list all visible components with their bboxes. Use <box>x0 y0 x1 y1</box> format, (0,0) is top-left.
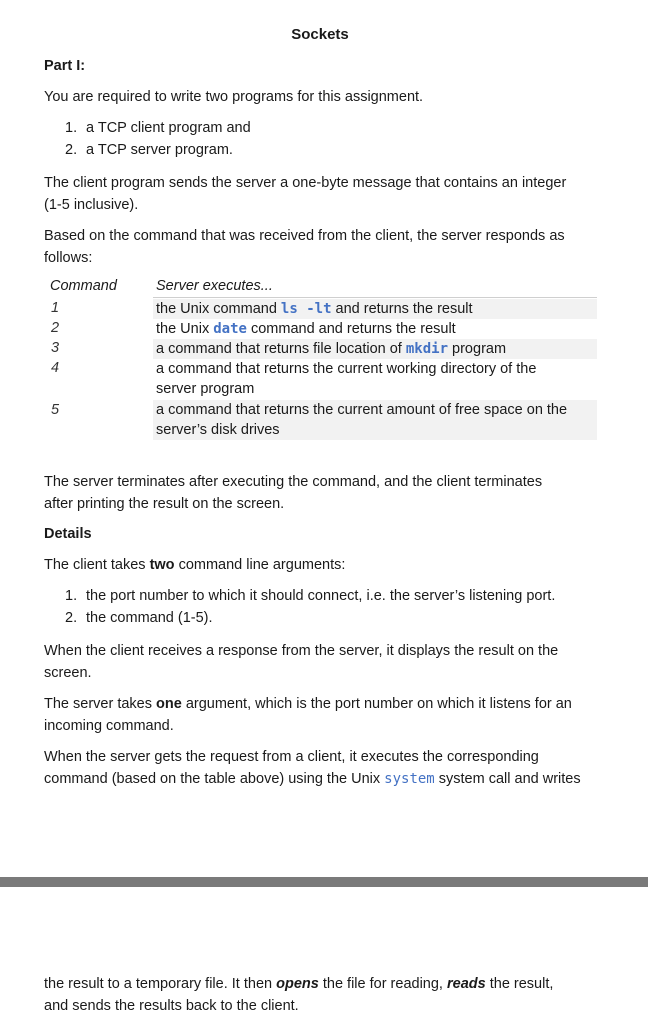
text-span: the file for reading, <box>318 976 447 992</box>
cell-text: program <box>448 341 507 357</box>
emphasis-opens: opens <box>276 976 319 992</box>
text-span: the result, <box>485 976 554 992</box>
text-span: argument, which is the port number on which it listens for an <box>181 696 572 712</box>
list-text: the command (1-5). <box>86 610 213 626</box>
code-ls: ls -lt <box>280 301 332 317</box>
table-row-number: 3 <box>51 340 60 356</box>
emphasis-one: one <box>156 696 182 712</box>
table-row <box>153 319 597 339</box>
text-line: The client program sends the server a one-byte message that contains an integer <box>44 175 567 191</box>
continued-paragraph <box>44 974 597 1017</box>
text-line <box>44 694 597 716</box>
table-header-server: Server executes... <box>156 278 273 294</box>
intro-text: You are required to write two programs for this assignment. <box>44 89 424 105</box>
args-list-item <box>65 610 213 626</box>
table-row <box>153 359 597 399</box>
table-row <box>153 299 597 319</box>
table-row-number: 4 <box>51 360 60 376</box>
text-span: the result to a temporary file. It then <box>44 976 277 992</box>
table-row-number: 2 <box>51 320 60 336</box>
list-number: 2. <box>65 142 78 158</box>
cell-text: server’s disk drives <box>156 422 280 438</box>
client-args-text <box>44 557 345 573</box>
server-arg-paragraph <box>44 694 597 737</box>
text-span: command line arguments: <box>174 557 346 573</box>
text-span: system call and writes <box>434 770 581 787</box>
emphasis-two: two <box>149 557 175 573</box>
request-paragraph <box>44 747 597 790</box>
cell-text: a command that returns the current working directory of the <box>156 361 537 377</box>
table-row-number: 5 <box>51 402 60 418</box>
cell-text: and returns the result <box>331 301 473 317</box>
code-system: system <box>384 770 435 787</box>
program-list-item <box>65 142 233 158</box>
text-line: When the client receives a response from the server, it displays the result on the <box>44 643 559 659</box>
text-line: screen. <box>44 664 92 681</box>
table-header-command: Command <box>50 278 117 294</box>
terminate-paragraph <box>44 472 597 515</box>
text-line: incoming command. <box>44 717 174 734</box>
part-heading: Part I: <box>44 58 86 74</box>
client-paragraph <box>44 173 597 216</box>
cell-text: server program <box>156 381 255 397</box>
text-line: and sends the results back to the client. <box>44 997 299 1014</box>
table-row <box>153 400 597 440</box>
list-text: the port number to which it should connect, i.e. the server’s listening port. <box>86 588 556 604</box>
cell-text: the Unix <box>156 321 214 337</box>
text-line: The server terminates after executing the command, and the client terminates <box>44 474 543 490</box>
args-list-item <box>65 588 555 604</box>
cell-text: the Unix command <box>156 301 281 317</box>
table-row-number: 1 <box>51 300 60 316</box>
cell-text: command and returns the result <box>246 321 456 337</box>
details-heading: Details <box>44 526 92 542</box>
text-line <box>44 769 597 791</box>
list-text: a TCP client program and <box>86 120 251 136</box>
text-line: When the server gets the request from a client, it executes the corresponding <box>44 749 539 765</box>
table-header-divider <box>153 297 597 298</box>
cell-text: a command that returns file location of <box>156 341 406 357</box>
text-line: (1-5 inclusive). <box>44 196 139 213</box>
table-row <box>153 339 597 359</box>
cell-text: a command that returns the current amount of free space on the <box>156 402 568 418</box>
list-number: 2. <box>65 610 78 626</box>
text-span: The client takes <box>44 557 150 573</box>
text-span: The server takes <box>44 696 157 712</box>
based-paragraph <box>44 226 597 269</box>
program-list-item <box>65 120 251 136</box>
page-break-divider <box>0 877 648 887</box>
text-span: command (based on the table above) using the Unix <box>44 770 385 787</box>
list-number: 1. <box>65 120 78 136</box>
text-line: after printing the result on the screen. <box>44 495 285 512</box>
text-line: Based on the command that was received from the client, the server responds as <box>44 228 565 244</box>
page-title: Sockets <box>291 26 349 43</box>
list-number: 1. <box>65 588 78 604</box>
response-paragraph <box>44 641 597 684</box>
code-mkdir: mkdir <box>405 341 449 357</box>
code-date: date <box>213 321 247 337</box>
emphasis-reads: reads <box>447 976 486 992</box>
text-line: follows: <box>44 249 93 266</box>
list-text: a TCP server program. <box>86 142 233 158</box>
text-line <box>44 974 597 996</box>
